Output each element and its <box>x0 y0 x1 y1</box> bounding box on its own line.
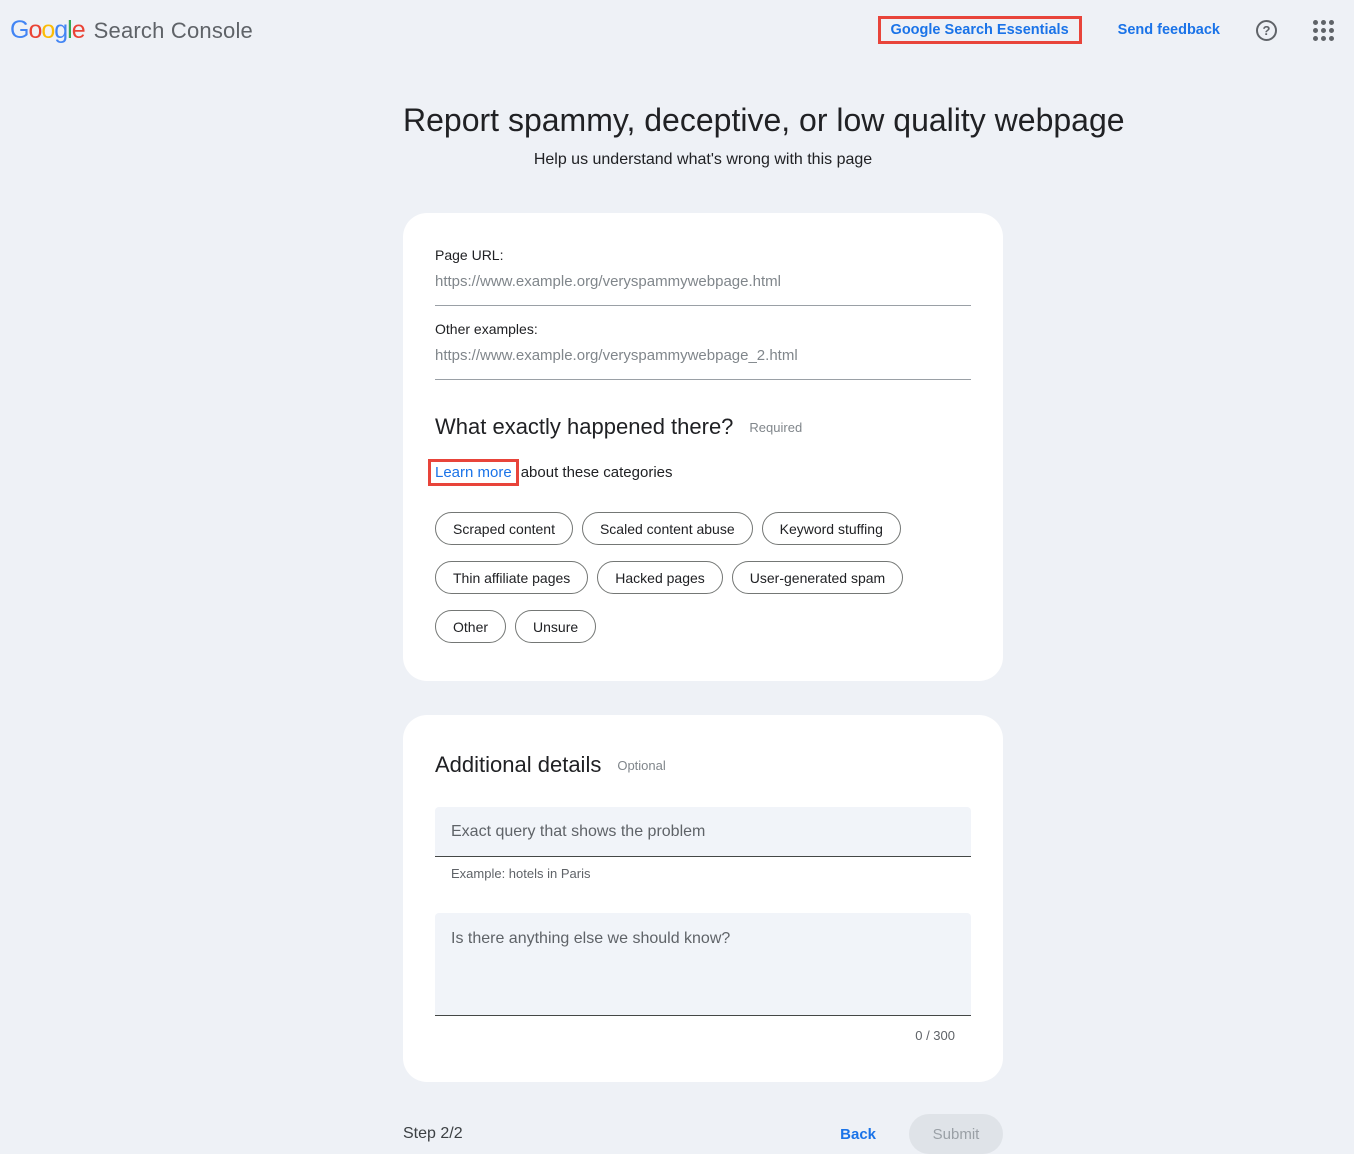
details-heading-row <box>435 752 971 778</box>
header-actions <box>878 16 1340 44</box>
google-search-console-logo <box>10 16 253 45</box>
logo-letter: l <box>67 15 72 44</box>
chip-scraped-content[interactable]: Scraped content <box>435 512 573 545</box>
page-subtitle: Help us understand what's wrong with this page <box>533 151 873 168</box>
google-search-essentials-link[interactable]: Google Search Essentials <box>890 22 1069 38</box>
page-title: Report spammy, deceptive, or low quality webpage <box>403 102 1125 138</box>
other-examples-input[interactable] <box>435 339 971 380</box>
additional-details-heading: Additional details <box>435 752 602 777</box>
question-heading: What exactly happened there? <box>435 414 734 439</box>
query-helper-text: Example: hotels in Paris <box>451 866 591 881</box>
product-name: Search Console <box>93 17 253 43</box>
logo-letter: e <box>71 15 85 44</box>
chip-unsure[interactable]: Unsure <box>515 610 596 643</box>
category-chips <box>435 512 971 643</box>
chip-hacked-pages[interactable]: Hacked pages <box>597 561 723 594</box>
main-content <box>403 102 1125 1082</box>
google-wordmark <box>10 16 85 45</box>
logo-letter: o <box>28 15 42 44</box>
chip-keyword-stuffing[interactable]: Keyword stuffing <box>762 512 901 545</box>
help-icon[interactable]: ? <box>1256 20 1277 41</box>
optional-label: Optional <box>617 757 666 773</box>
logo-letter: g <box>54 15 68 44</box>
page-url-field-group <box>435 247 971 306</box>
additional-details-card <box>403 715 1003 1082</box>
anything-else-textarea[interactable] <box>435 913 971 1016</box>
apps-grid-icon[interactable] <box>1313 20 1334 41</box>
learn-more-row <box>435 459 971 486</box>
app-header <box>0 0 1354 60</box>
step-indicator: Step 2/2 <box>403 1125 463 1142</box>
question-row <box>435 414 971 440</box>
form-footer <box>403 1114 1003 1154</box>
submit-button[interactable]: Submit <box>909 1114 1003 1154</box>
logo-letter: o <box>41 15 55 44</box>
learn-more-link[interactable]: Learn more <box>435 464 512 481</box>
learn-more-suffix-text: about these categories <box>520 464 673 481</box>
back-button[interactable]: Back <box>840 1125 876 1143</box>
chip-scaled-content-abuse[interactable]: Scaled content abuse <box>582 512 753 545</box>
required-label: Required <box>749 419 803 435</box>
send-feedback-link[interactable]: Send feedback <box>1117 22 1220 38</box>
other-examples-field-group <box>435 321 971 380</box>
annotation-box-essentials <box>878 16 1082 44</box>
page-url-input[interactable] <box>435 265 971 306</box>
logo-letter: G <box>10 15 29 44</box>
other-examples-label: Other examples: <box>435 321 538 337</box>
annotation-box-learn-more <box>428 459 519 486</box>
chip-thin-affiliate-pages[interactable]: Thin affiliate pages <box>435 561 588 594</box>
chip-user-generated-spam[interactable]: User-generated spam <box>732 561 903 594</box>
footer-actions <box>840 1114 1003 1154</box>
character-counter: 0 / 300 <box>915 1028 955 1043</box>
chip-other[interactable]: Other <box>435 610 506 643</box>
page-url-label: Page URL: <box>435 247 504 263</box>
report-card <box>403 213 1003 681</box>
exact-query-input[interactable] <box>435 807 971 857</box>
